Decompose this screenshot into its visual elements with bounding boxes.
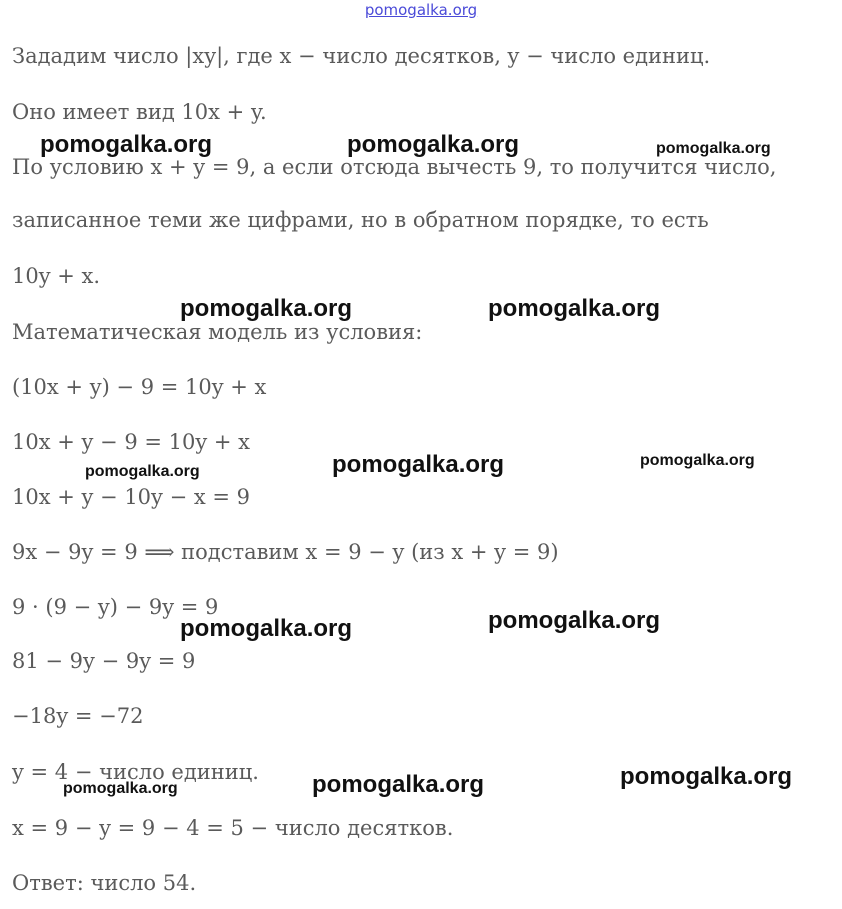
watermark: pomogalka.org	[488, 607, 661, 634]
solution-line-model-heading: Математическая модель из условия:	[12, 320, 423, 344]
equation-1: (10x + y) − 9 = 10y + x	[12, 375, 267, 399]
solution-line-reversed: 10y + x.	[12, 264, 101, 288]
watermark: pomogalka.org	[180, 295, 353, 322]
result-tens: x = 9 − y = 9 − 4 = 5 − число десятков.	[12, 816, 454, 840]
equation-3: 10x + y − 10y − x = 9	[12, 485, 251, 509]
watermark: pomogalka.org	[488, 295, 661, 322]
watermark: pomogalka.org	[656, 140, 771, 157]
watermark: pomogalka.org	[63, 780, 178, 797]
watermark: pomogalka.org	[620, 763, 793, 790]
result-units: y = 4 − число единиц.	[12, 760, 259, 784]
answer: Ответ: число 54.	[12, 871, 197, 895]
solution-line-condition: По условию x + y = 9, а если отсюда вычесть 9, то получится число,	[12, 155, 777, 179]
watermark: pomogalka.org	[85, 463, 200, 480]
equation-2: 10x + y − 9 = 10y + x	[12, 430, 251, 454]
watermark: pomogalka.org	[40, 131, 213, 158]
watermark: pomogalka.org	[347, 131, 520, 158]
watermark: pomogalka.org	[332, 451, 505, 478]
watermark: pomogalka.org	[180, 615, 353, 642]
equation-4: 9x − 9y = 9 ⟹ подставим x = 9 − y (из x + y = 9)	[12, 540, 559, 564]
solution-line-condition-cont: записанное теми же цифрами, но в обратном порядке, то есть	[12, 208, 709, 232]
equation-7: −18y = −72	[12, 704, 144, 728]
solution-line-form: Оно имеет вид 10x + y.	[12, 100, 267, 124]
watermark: pomogalka.org	[312, 771, 485, 798]
solution-line-intro: Зададим число |xy|, где x − число десятков, y − число единиц.	[12, 44, 711, 68]
equation-6: 81 − 9y − 9y = 9	[12, 649, 196, 673]
site-link[interactable]: pomogalka.org	[364, 1, 478, 19]
watermark: pomogalka.org	[640, 452, 755, 469]
equation-5: 9 · (9 − y) − 9y = 9	[12, 595, 219, 619]
